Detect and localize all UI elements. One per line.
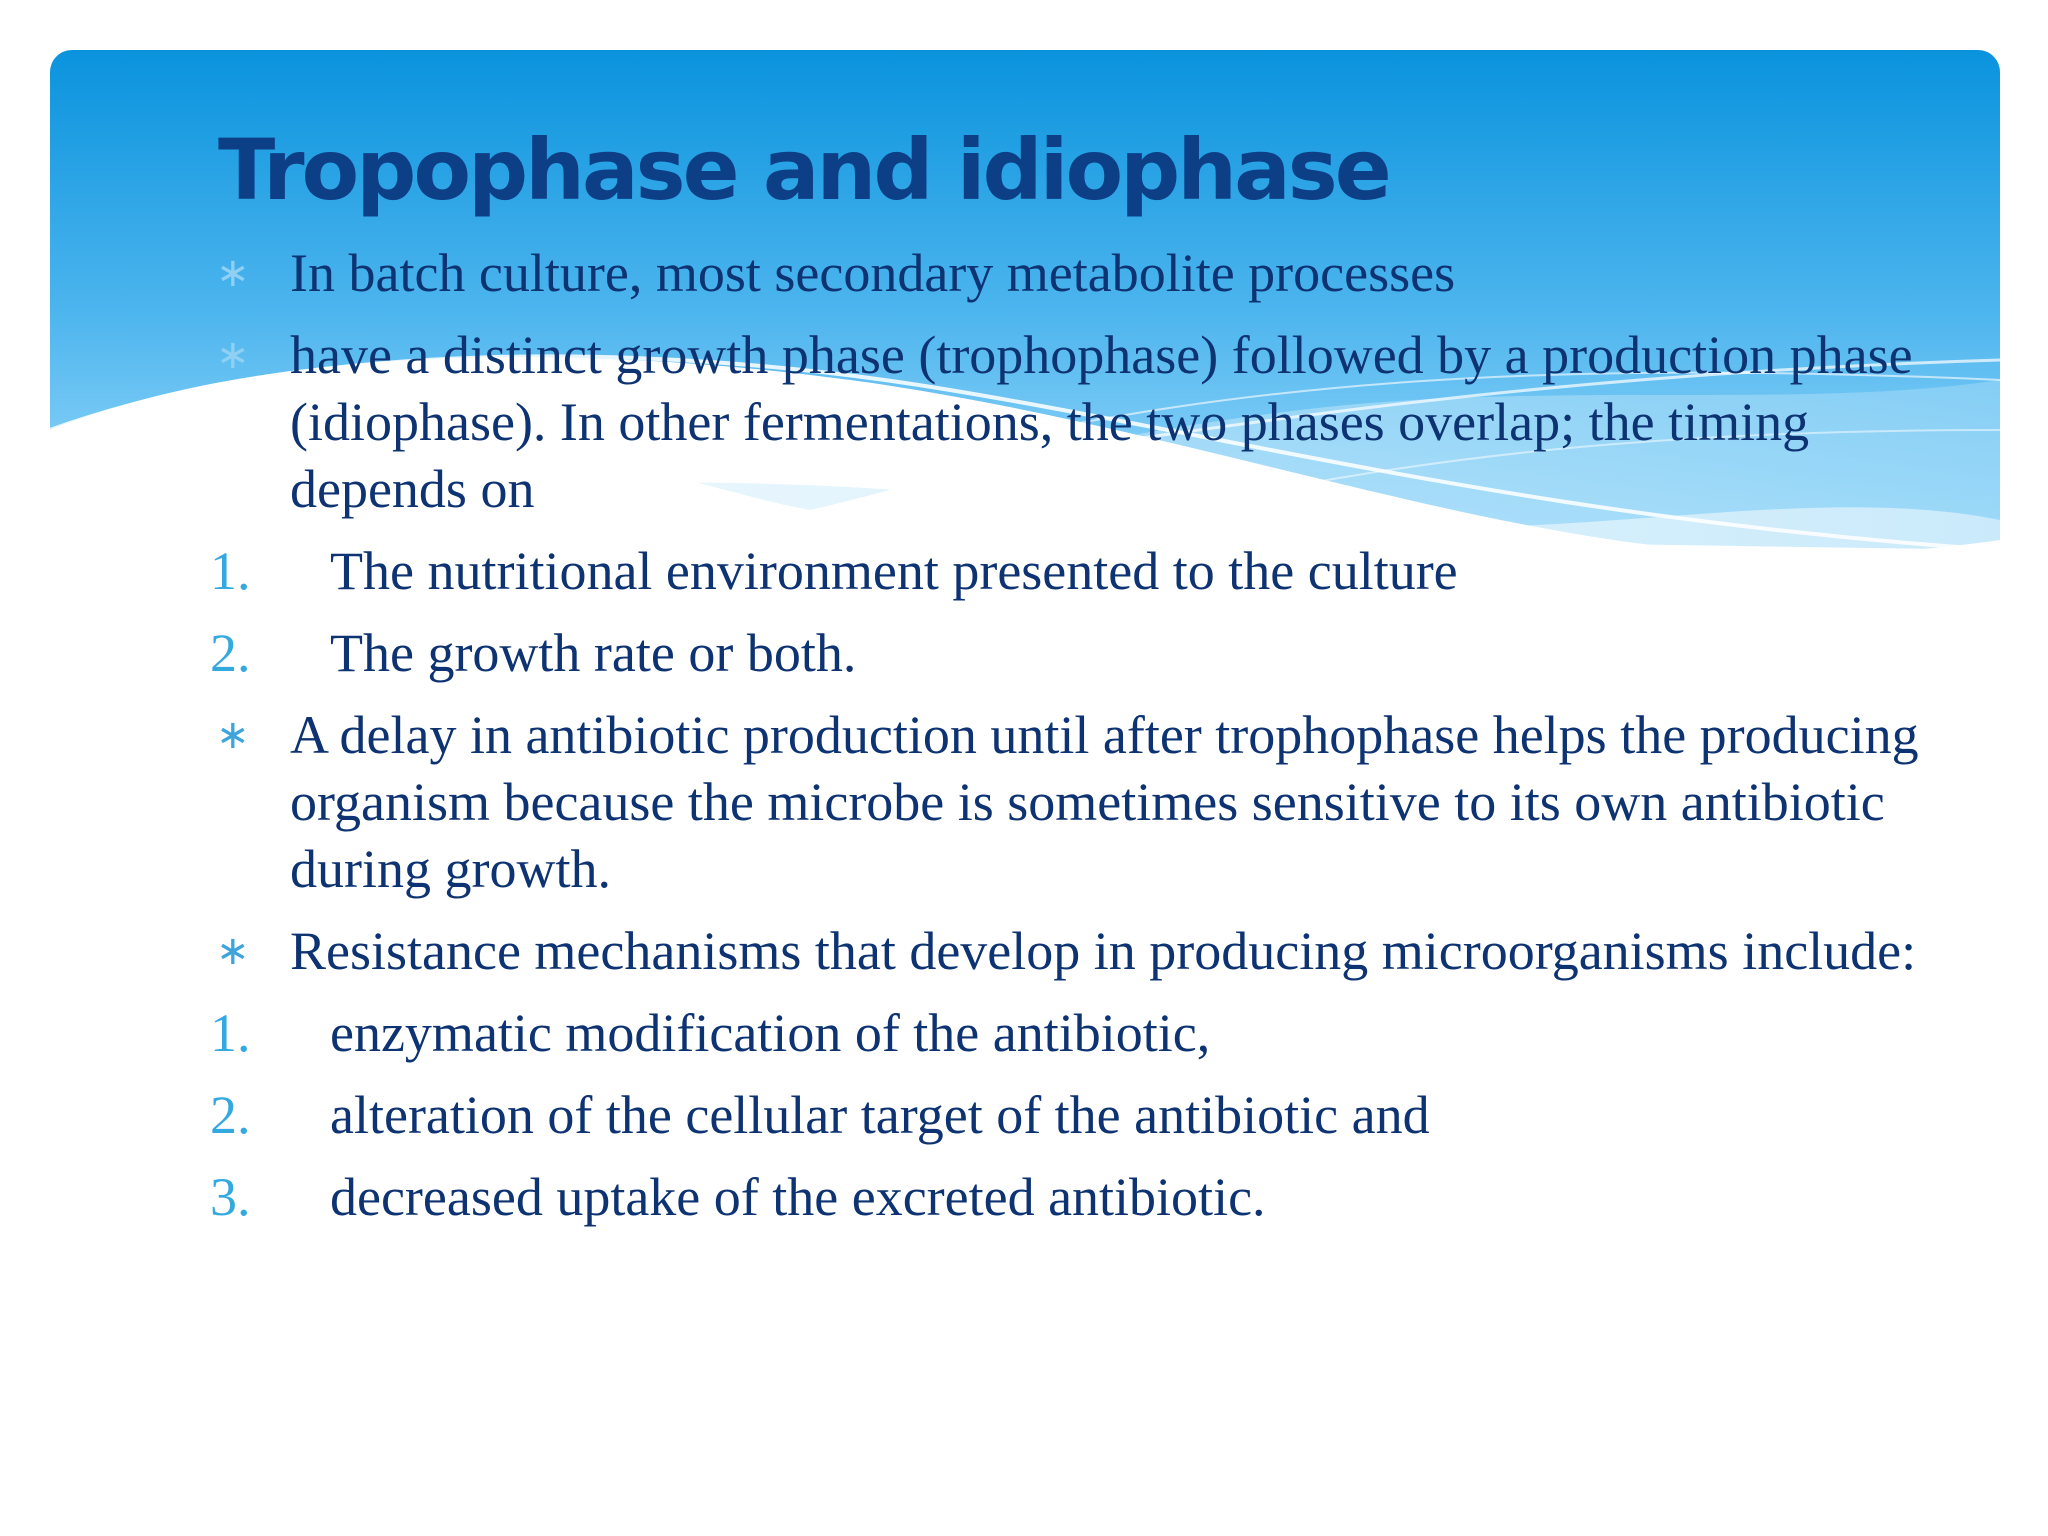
bullet-icon: ∗ — [216, 250, 250, 296]
list-item — [210, 1164, 1970, 1231]
list-item — [210, 1082, 1970, 1149]
list-number: 2. — [210, 1085, 251, 1145]
list-item — [210, 702, 1970, 903]
list-item-text: enzymatic modification of the antibiotic, — [330, 1003, 1211, 1063]
list-item-text: decreased uptake of the excreted antibiotic. — [330, 1167, 1266, 1227]
slide — [50, 50, 2000, 1486]
list-item-text: alteration of the cellular target of the antibiotic and — [330, 1085, 1430, 1145]
list-item-text: The nutritional environment presented to the culture — [330, 541, 1458, 601]
list-number: 2. — [210, 623, 251, 683]
list-item-text: In batch culture, most secondary metabolite processes — [290, 243, 1456, 303]
bullet-icon: ∗ — [216, 928, 250, 974]
bullet-icon: ∗ — [216, 332, 250, 378]
list-number: 3. — [210, 1167, 251, 1227]
list-item-text: A delay in antibiotic production until after trophophase helps the producing organism because the microbe is sometimes sensitive to its own antibiotic during growth. — [290, 705, 1919, 899]
list-item-text: Resistance mechanisms that develop in producing microorganisms include: — [290, 921, 1917, 981]
list-item-text: have a distinct growth phase (trophophase) followed by a production phase (idiophase). In other fermentations, the two phases overlap; the timing depends on — [290, 325, 1913, 519]
slide-title: Tropophase and idiophase — [218, 121, 1389, 219]
list-number: 1. — [210, 541, 251, 601]
list-item — [210, 918, 1970, 985]
list-item — [210, 538, 1970, 605]
list-item — [210, 1000, 1970, 1067]
bullet-list — [210, 240, 1970, 1246]
list-number: 1. — [210, 1003, 251, 1063]
list-item — [210, 240, 1970, 307]
list-item-text: The growth rate or both. — [330, 623, 857, 683]
bullet-icon: ∗ — [216, 712, 250, 758]
list-item — [210, 322, 1970, 523]
list-item — [210, 620, 1970, 687]
